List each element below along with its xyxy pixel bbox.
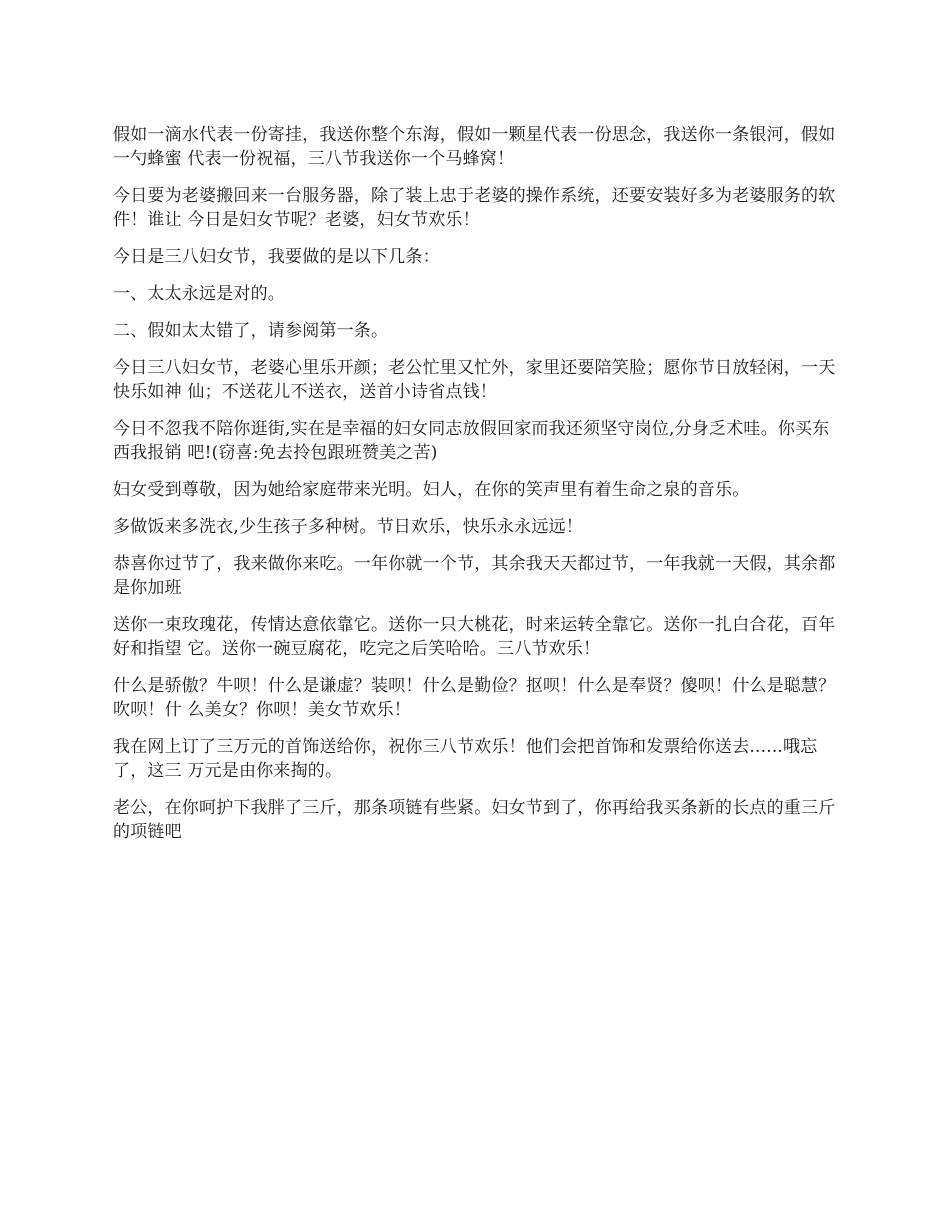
document-page: [113, 123, 841, 857]
paragraph: 送你一束玫瑰花，传情达意依靠它。送你一只大桃花，时来运转全靠它。送你一扎白合花，百年好和指望 它。送你一碗豆腐花，吃完之后笑哈哈。三八节欢乐！: [113, 615, 836, 659]
paragraph: 今日要为老婆搬回来一台服务器，除了装上忠于老婆的操作系统，还要安装好多为老婆服务的软件！谁让 今日是妇女节呢？老婆，妇女节欢乐！: [113, 186, 836, 230]
paragraph: 假如一滴水代表一份寄挂，我送你整个东海，假如一颗星代表一份思念，我送你一条银河，假如一勺蜂蜜 代表一份祝福，三八节我送你一个马蜂窝！: [113, 125, 836, 169]
paragraph: 妇女受到尊敬，因为她给家庭带来光明。妇人，在你的笑声里有着生命之泉的音乐。: [113, 480, 750, 500]
paragraph: 老公，在你呵护下我胖了三斤，那条项链有些紧。妇女节到了，你再给我买条新的长点的重三斤的项链吧: [113, 798, 836, 842]
paragraph: 二、假如太太错了，请参阅第一条。: [113, 321, 389, 341]
paragraph: 我在网上订了三万元的首饰送给你，祝你三八节欢乐！他们会把首饰和发票给你送去......哦忘了，这三 万元是由你来掏的。: [113, 737, 818, 781]
paragraph: 今日三八妇女节，老婆心里乐开颜；老公忙里又忙外，家里还要陪笑脸；愿你节日放轻闲，一天快乐如神 仙；不送花儿不送衣，送首小诗省点钱！: [113, 358, 836, 402]
paragraph: 今日是三八妇女节，我要做的是以下几条：: [113, 247, 440, 267]
paragraph: 今日不忽我不陪你逛街,实在是幸福的妇女同志放假回家而我还须坚守岗位,分身乏术哇。你买东西我报销 吧!(窃喜:免去拎包跟班赞美之苦): [113, 419, 830, 463]
paragraph: 什么是骄傲？牛呗！什么是谦虚？装呗！什么是勤俭？抠呗！什么是奉贤？傻呗！什么是聪慧？吹呗！什 么美女？你呗！美女节欢乐！: [113, 676, 836, 720]
paragraph: 多做饭来多洗衣,少生孩子多种树。节日欢乐，快乐永永远远！: [113, 517, 584, 537]
paragraph: 一、太太永远是对的。: [113, 284, 285, 304]
paragraph: 恭喜你过节了，我来做你来吃。一年你就一个节，其余我天天都过节，一年我就一天假，其余都是你加班: [113, 554, 836, 598]
